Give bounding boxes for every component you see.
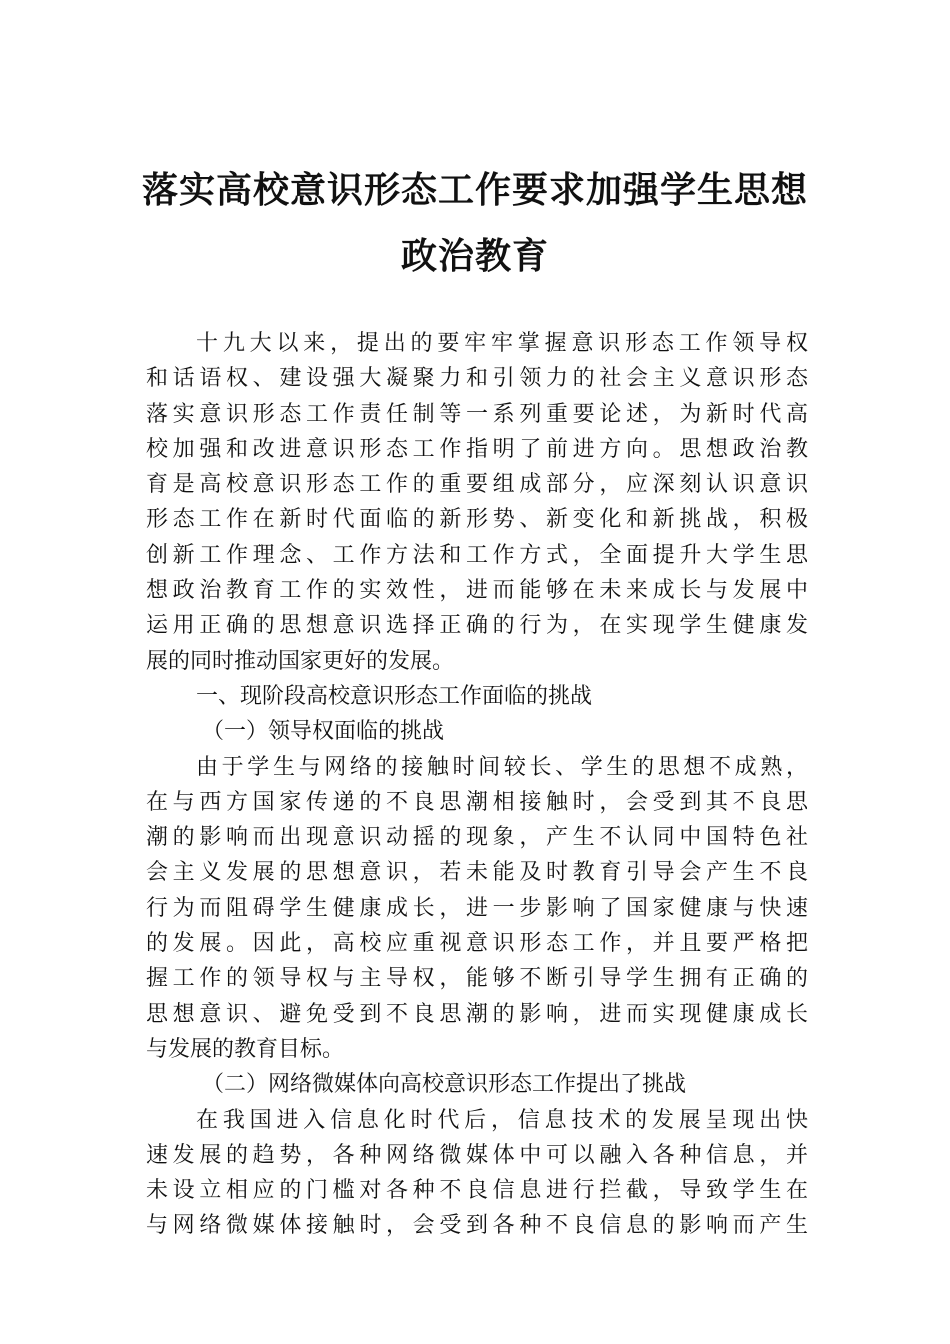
document-body xyxy=(146,326,808,1244)
paragraph-line: 握工作的领导权与主导权，能够不断引导学生拥有正确的 xyxy=(146,966,808,992)
paragraph-line: 形态工作在新时代面临的新形势、新变化和新挑战，积极 xyxy=(146,507,808,533)
subsection-heading: （二）网络微媒体向高校意识形态工作提出了挑战 xyxy=(202,1072,687,1098)
paragraph-line: 创新工作理念、工作方法和工作方式，全面提升大学生思 xyxy=(146,542,808,568)
paragraph-line: 十九大以来，提出的要牢牢掌握意识形态工作领导权 xyxy=(196,331,808,356)
paragraph-line: 与发展的教育目标。 xyxy=(146,1036,345,1062)
subsection-heading: （一）领导权面临的挑战 xyxy=(202,719,445,745)
paragraph-line: 和话语权、建设强大凝聚力和引领力的社会主义意识形态 xyxy=(146,366,808,392)
section-heading: 一、现阶段高校意识形态工作面临的挑战 xyxy=(196,683,593,709)
document-title-line-1: 落实高校意识形态工作要求加强学生思想 xyxy=(141,169,808,211)
paragraph-line: 的发展。因此，高校应重视意识形态工作，并且要严格把 xyxy=(146,931,808,957)
paragraph-line: 思想意识、避免受到不良思潮的影响，进而实现健康成长 xyxy=(146,1001,808,1027)
paragraph-line: 育是高校意识形态工作的重要组成部分，应深刻认识意识 xyxy=(146,472,808,498)
document-title-line-2: 政治教育 xyxy=(400,235,549,277)
paragraph-line: 想政治教育工作的实效性，进而能够在未来成长与发展中 xyxy=(146,578,808,604)
paragraph-line: 展的同时推动国家更好的发展。 xyxy=(146,648,455,674)
paragraph-line: 在我国进入信息化时代后，信息技术的发展呈现出快 xyxy=(196,1107,808,1133)
paragraph-line: 潮的影响而出现意识动摇的现象，产生不认同中国特色社 xyxy=(146,825,808,851)
paragraph-line: 未设立相应的门槛对各种不良信息进行拦截，导致学生在 xyxy=(146,1178,808,1204)
paragraph-line: 与网络微媒体接触时，会受到各种不良信息的影响而产生 xyxy=(146,1213,808,1239)
paragraph-line: 会主义发展的思想意识，若未能及时教育引导会产生不良 xyxy=(146,860,808,886)
paragraph-line: 在与西方国家传递的不良思潮相接触时，会受到其不良思 xyxy=(146,789,808,815)
paragraph-line: 由于学生与网络的接触时间较长、学生的思想不成熟， xyxy=(196,754,808,780)
paragraph-line: 运用正确的思想意识选择正确的行为，在实现学生健康发 xyxy=(146,613,808,639)
paragraph-line: 校加强和改进意识形态工作指明了前进方向。思想政治教 xyxy=(146,436,808,462)
paragraph-line: 速发展的趋势，各种网络微媒体中可以融入各种信息，并 xyxy=(146,1142,808,1168)
paragraph-line: 行为而阻碍学生健康成长，进一步影响了国家健康与快速 xyxy=(146,895,808,921)
paragraph-line: 落实意识形态工作责任制等一系列重要论述，为新时代高 xyxy=(146,401,808,427)
